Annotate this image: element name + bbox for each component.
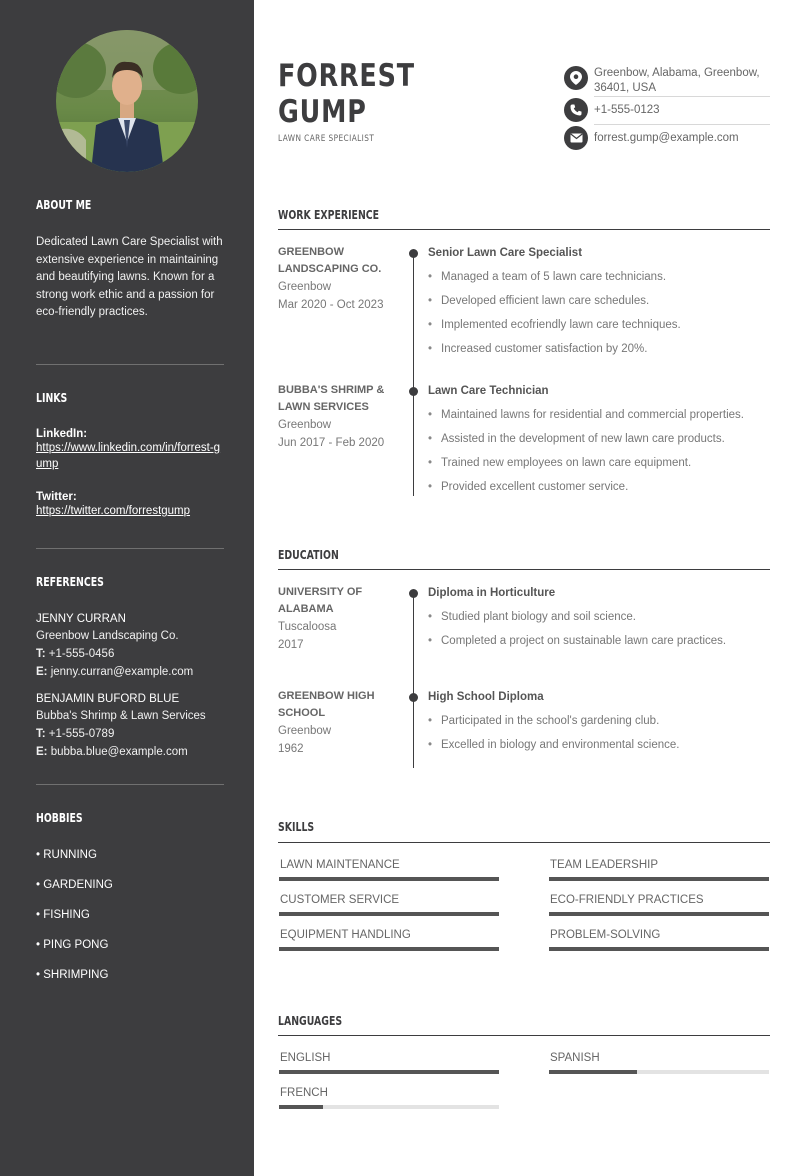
skill-bar-fill xyxy=(549,877,769,881)
education-heading: EDUCATION xyxy=(278,548,339,562)
divider xyxy=(36,784,224,785)
language-name: SPANISH xyxy=(550,1052,600,1064)
education-location: Greenbow xyxy=(278,725,332,737)
contact-phone: +1-555-0123 xyxy=(594,104,660,116)
timeline-dot xyxy=(409,249,418,258)
language-bar xyxy=(279,1105,499,1109)
skill-bar xyxy=(549,947,769,951)
link-label: Twitter: xyxy=(36,491,77,503)
work-heading: WORK EXPERIENCE xyxy=(278,208,380,222)
hobby-item: • RUNNING xyxy=(36,849,97,861)
about-text: Dedicated Lawn Care Specialist with extensive experience in maintaining and beautifying lawns. Known for a strong work ethic and a passion for eco-friendly practices. xyxy=(36,236,223,318)
languages-heading: LANGUAGES xyxy=(278,1014,343,1028)
reference-company: Greenbow Landscaping Co. xyxy=(36,630,179,642)
language-item xyxy=(279,1086,499,1109)
education-degree: Diploma in Horticulture xyxy=(428,587,556,599)
person-title: LAWN CARE SPECIALIST xyxy=(278,134,375,144)
skill-item xyxy=(549,928,769,951)
timeline xyxy=(413,253,414,496)
timeline xyxy=(413,593,414,768)
contact-address-row xyxy=(564,66,770,96)
language-bar-fill xyxy=(549,1070,637,1074)
language-name: FRENCH xyxy=(280,1087,328,1099)
education-degree: High School Diploma xyxy=(428,691,544,703)
education-location: Tuscaloosa xyxy=(278,621,337,633)
divider xyxy=(36,364,224,365)
name-line1: FORREST xyxy=(278,58,415,94)
phone-label: T: xyxy=(36,728,46,740)
education-org: GREENBOW HIGH SCHOOL xyxy=(278,690,375,719)
work-entry-info xyxy=(278,244,398,314)
education-entry-details xyxy=(428,689,770,753)
section-rule xyxy=(278,229,770,230)
education-dates: 2017 xyxy=(278,639,304,651)
language-bar-fill xyxy=(279,1105,323,1109)
mail-icon xyxy=(564,126,588,150)
language-bar-fill xyxy=(279,1070,499,1074)
work-bullet: • Trained new employees on lawn care equipment. xyxy=(428,455,770,471)
education-entry-info xyxy=(278,584,398,654)
skill-bar xyxy=(279,947,499,951)
link-label: LinkedIn: xyxy=(36,428,88,440)
email-label: E: xyxy=(36,746,48,758)
education-dates: 1962 xyxy=(278,743,304,755)
language-item xyxy=(279,1051,499,1074)
hobbies-heading: HOBBIES xyxy=(36,811,83,825)
hobby-item: • SHRIMPING xyxy=(36,969,109,981)
divider xyxy=(594,124,770,125)
divider xyxy=(594,96,770,97)
education-bullet: • Completed a project on sustainable lawn care practices. xyxy=(428,633,770,649)
reference-name: BENJAMIN BUFORD BLUE xyxy=(36,693,180,705)
hobby-item: • FISHING xyxy=(36,909,90,921)
skill-bar xyxy=(549,877,769,881)
skill-item xyxy=(279,928,499,951)
skill-name: ECO-FRIENDLY PRACTICES xyxy=(550,894,704,906)
work-entry-details xyxy=(428,245,770,357)
contact-email: forrest.gump@example.com xyxy=(594,132,739,144)
reference-phone: +1-555-0789 xyxy=(48,728,115,740)
work-bullet: • Implemented ecofriendly lawn care techniques. xyxy=(428,317,770,333)
references-heading: REFERENCES xyxy=(36,575,104,589)
work-bullet: • Increased customer satisfaction by 20%. xyxy=(428,341,770,357)
contact-email-row xyxy=(564,126,770,150)
reference-phone: +1-555-0456 xyxy=(48,648,115,660)
work-entry-details xyxy=(428,383,770,495)
skills-heading: SKILLS xyxy=(278,820,315,834)
section-rule xyxy=(278,842,770,843)
hobbies-list xyxy=(36,847,224,997)
work-bullet: • Provided excellent customer service. xyxy=(428,479,770,495)
education-entry-info xyxy=(278,688,398,758)
skill-bar xyxy=(549,912,769,916)
work-role: Senior Lawn Care Specialist xyxy=(428,247,583,259)
skill-bar xyxy=(279,912,499,916)
skill-name: TEAM LEADERSHIP xyxy=(550,859,658,871)
hobby-item: • PING PONG xyxy=(36,939,109,951)
section-rule xyxy=(278,1035,770,1036)
work-dates: Mar 2020 - Oct 2023 xyxy=(278,299,384,311)
reference-item xyxy=(36,691,224,761)
skill-name: PROBLEM-SOLVING xyxy=(550,929,661,941)
education-org: UNIVERSITY OF ALABAMA xyxy=(278,586,363,615)
section-rule xyxy=(278,569,770,570)
skill-item xyxy=(549,893,769,916)
email-label: E: xyxy=(36,666,48,678)
sidebar xyxy=(0,0,254,1176)
skill-bar-fill xyxy=(549,947,769,951)
skill-item xyxy=(279,893,499,916)
link-twitter xyxy=(36,491,224,519)
phone-label: T: xyxy=(36,648,46,660)
work-org: GREENBOW LANDSCAPING CO. xyxy=(278,246,382,275)
name-line2: GUMP xyxy=(278,94,367,130)
person-name xyxy=(278,58,415,130)
skill-name: LAWN MAINTENANCE xyxy=(280,859,400,871)
skill-bar-fill xyxy=(279,877,499,881)
language-item xyxy=(549,1051,769,1074)
links-heading: LINKS xyxy=(36,391,68,405)
phone-icon xyxy=(564,98,588,122)
timeline-dot xyxy=(409,387,418,396)
work-bullet: • Developed efficient lawn care schedules. xyxy=(428,293,770,309)
work-entry-info xyxy=(278,382,398,452)
twitter-link[interactable]: https://twitter.com/forrestgump xyxy=(36,505,191,517)
skill-bar-fill xyxy=(279,912,499,916)
skill-name: CUSTOMER SERVICE xyxy=(280,894,400,906)
divider xyxy=(36,548,224,549)
timeline-dot xyxy=(409,693,418,702)
about-heading: ABOUT ME xyxy=(36,198,92,212)
skill-bar xyxy=(279,877,499,881)
work-org: BUBBA'S SHRIMP & LAWN SERVICES xyxy=(278,384,385,413)
education-entry-details xyxy=(428,585,770,649)
work-dates: Jun 2017 - Feb 2020 xyxy=(278,437,385,449)
work-location: Greenbow xyxy=(278,419,332,431)
education-bullet: • Excelled in biology and environmental science. xyxy=(428,737,770,753)
timeline-dot xyxy=(409,589,418,598)
hobby-item: • GARDENING xyxy=(36,879,113,891)
work-location: Greenbow xyxy=(278,281,332,293)
work-bullet: • Maintained lawns for residential and commercial properties. xyxy=(428,407,770,423)
education-bullet: • Studied plant biology and soil science. xyxy=(428,609,770,625)
skill-item xyxy=(279,858,499,881)
link-linkedin xyxy=(36,428,224,472)
location-pin-icon xyxy=(564,66,588,90)
reference-email: jenny.curran@example.com xyxy=(50,666,194,678)
contact-phone-row xyxy=(564,98,770,122)
linkedin-link[interactable]: https://www.linkedin.com/in/forrest-gump xyxy=(36,442,221,470)
avatar xyxy=(56,30,198,172)
skill-bar-fill xyxy=(549,912,769,916)
contact-address: Greenbow, Alabama, Greenbow, 36401, USA xyxy=(594,67,760,94)
work-bullet: • Managed a team of 5 lawn care technicians. xyxy=(428,269,770,285)
work-bullet: • Assisted in the development of new lawn care products. xyxy=(428,431,770,447)
reference-item xyxy=(36,611,224,681)
skill-bar-fill xyxy=(279,947,499,951)
language-bar xyxy=(549,1070,769,1074)
skill-item xyxy=(549,858,769,881)
education-bullet: • Participated in the school's gardening club. xyxy=(428,713,770,729)
reference-company: Bubba's Shrimp & Lawn Services xyxy=(36,710,206,722)
reference-email: bubba.blue@example.com xyxy=(50,746,188,758)
skill-name: EQUIPMENT HANDLING xyxy=(280,929,411,941)
language-name: ENGLISH xyxy=(280,1052,331,1064)
language-bar xyxy=(279,1070,499,1074)
reference-name: JENNY CURRAN xyxy=(36,613,126,625)
work-role: Lawn Care Technician xyxy=(428,385,549,397)
